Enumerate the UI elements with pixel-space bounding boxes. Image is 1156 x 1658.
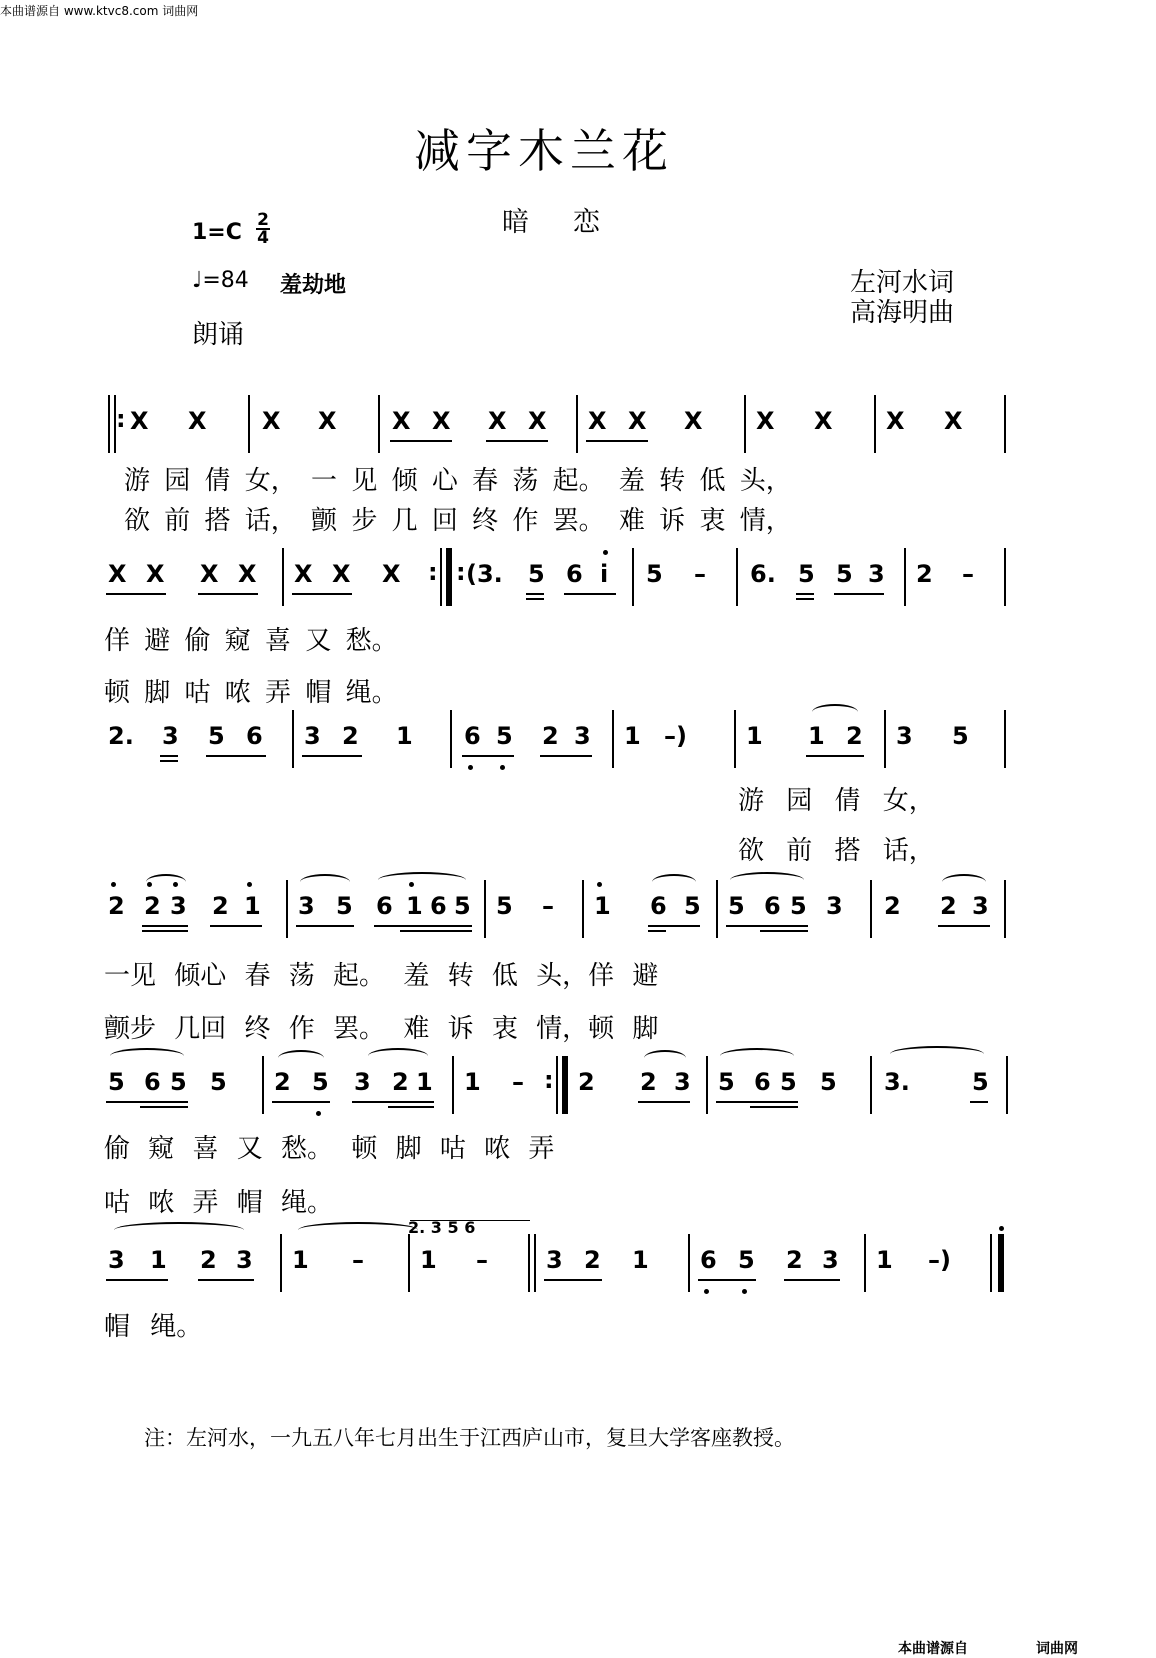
- notation-mark: [140, 1106, 188, 1108]
- notation-mark: [890, 1046, 984, 1062]
- lyricist: 左河水词: [850, 268, 955, 298]
- note: 6: [430, 892, 447, 920]
- notation-mark: [484, 880, 486, 938]
- notation-mark: [400, 930, 472, 932]
- notation-mark: [390, 440, 452, 442]
- lyrics-line-3-verse-1: 游 园 倩 女，: [738, 786, 935, 816]
- notation-mark: [970, 1101, 988, 1103]
- notation-mark: [352, 1101, 434, 1103]
- note: 6: [376, 892, 393, 920]
- score-line-5: [0, 1056, 1156, 1116]
- notation-mark: [526, 593, 544, 595]
- recite-marking: 朗诵: [192, 320, 245, 350]
- notation-mark: [586, 440, 648, 442]
- note: X: [756, 407, 775, 435]
- notation-mark: [198, 593, 258, 595]
- notation-mark: [272, 1101, 330, 1103]
- note: 2: [786, 1246, 803, 1274]
- note: 2: [144, 892, 161, 920]
- notation-mark: [612, 710, 614, 768]
- lyrics-line-5-verse-2: 咕 哝 弄 帽 绳。: [104, 1188, 334, 1218]
- notation-mark: [248, 395, 250, 453]
- note: 1: [808, 722, 825, 750]
- notation-mark: [603, 550, 608, 555]
- notation-mark: [648, 930, 666, 932]
- notation-mark: [378, 395, 380, 453]
- note: 5: [496, 892, 513, 920]
- tempo-marking: ♩=84: [192, 268, 249, 293]
- note: 6: [764, 892, 781, 920]
- notation-mark: [597, 882, 602, 887]
- notation-mark: [160, 760, 178, 762]
- expression-marking: 羞劫地: [280, 273, 347, 298]
- note: 3: [674, 1068, 691, 1096]
- note: 1: [624, 722, 641, 750]
- note: 5: [798, 560, 815, 588]
- notation-mark: [834, 593, 884, 595]
- notation-mark: [262, 1056, 264, 1114]
- note: 5: [170, 1068, 187, 1096]
- note: 3: [868, 560, 885, 588]
- notation-mark: [534, 1234, 536, 1292]
- notation-mark: [734, 710, 736, 768]
- notation-mark: [638, 1101, 690, 1103]
- notation-mark: [106, 1101, 188, 1103]
- notation-mark: [210, 925, 262, 927]
- note: (3.: [466, 560, 503, 588]
- notation-mark: [1004, 710, 1006, 768]
- notation-mark: [526, 598, 544, 600]
- notation-mark: [704, 1289, 709, 1294]
- note: X: [628, 407, 647, 435]
- score-line-1: [0, 395, 1156, 455]
- note: –): [664, 722, 687, 750]
- composer: 高海明曲: [850, 298, 955, 328]
- note: 2: [916, 560, 933, 588]
- notation-mark: [450, 710, 452, 768]
- note: –: [476, 1246, 488, 1274]
- notation-mark: [632, 548, 634, 606]
- notation-mark: [278, 1050, 324, 1066]
- notation-mark: [688, 1234, 690, 1292]
- note: X: [146, 560, 165, 588]
- notation-mark: [368, 1048, 428, 1064]
- notation-mark: [528, 1234, 530, 1292]
- song-title: 减字木兰花: [414, 124, 674, 178]
- note: –: [512, 1068, 524, 1096]
- note: X: [814, 407, 833, 435]
- note: 1: [244, 892, 261, 920]
- notation-mark: [556, 1056, 558, 1114]
- lyrics-line-6-verse-1: 帽 绳。: [104, 1312, 203, 1342]
- notation-mark: [999, 1226, 1004, 1231]
- notation-mark: [750, 1106, 798, 1108]
- note: 5: [972, 1068, 989, 1096]
- notation-mark: [247, 882, 252, 887]
- notation-mark: [106, 593, 166, 595]
- notation-mark: [884, 710, 886, 768]
- notation-mark: [812, 704, 858, 720]
- notation-mark: [874, 395, 876, 453]
- time-top: 2: [257, 210, 269, 230]
- notation-mark: [198, 1279, 254, 1281]
- note: 5: [496, 722, 513, 750]
- note: 3: [574, 722, 591, 750]
- note: 2: [884, 892, 901, 920]
- notation-mark: [142, 930, 188, 932]
- notation-mark: [648, 925, 700, 927]
- notation-mark: [452, 1056, 454, 1114]
- notation-mark: [446, 548, 452, 606]
- note: i: [600, 560, 609, 588]
- notation-mark: [316, 1111, 321, 1116]
- score-line-2: [0, 548, 1156, 608]
- notation-mark: [282, 548, 284, 606]
- note: 5: [790, 892, 807, 920]
- notation-mark: [206, 755, 266, 757]
- note: X: [944, 407, 963, 435]
- note: 6: [700, 1246, 717, 1274]
- notation-mark: [942, 874, 986, 890]
- note: 2: [200, 1246, 217, 1274]
- lyrics-line-1-verse-2: 欲 前 搭 话， 颤 步 几 回 终 作 罢。 难 诉 衷 情，: [124, 506, 792, 536]
- notation-mark: [652, 874, 696, 890]
- key-signature: 1=C: [192, 220, 242, 245]
- note: 5: [820, 1068, 837, 1096]
- note: X: [130, 407, 149, 435]
- notation-mark: [544, 1279, 602, 1281]
- note: –: [694, 560, 706, 588]
- note: 3: [236, 1246, 253, 1274]
- note: 5: [210, 1068, 227, 1096]
- note: X: [108, 560, 127, 588]
- notation-mark: [142, 925, 188, 927]
- footer-site: 词曲网: [1036, 1641, 1078, 1657]
- time-signature: [256, 212, 270, 246]
- footnote: 注：左河水，一九五八年七月出生于江西庐山市，复旦大学客座教授。: [144, 1426, 795, 1450]
- notation-mark: [292, 593, 352, 595]
- notation-mark: [582, 880, 584, 938]
- notation-mark: [564, 593, 616, 595]
- note: 2: [212, 892, 229, 920]
- note: 2: [542, 722, 559, 750]
- notation-mark: [576, 395, 578, 453]
- note: 3.: [884, 1068, 910, 1096]
- notation-mark: [106, 1279, 168, 1281]
- note: X: [262, 407, 281, 435]
- notation-mark: [440, 548, 442, 606]
- note: –: [962, 560, 974, 588]
- notation-mark: [378, 872, 466, 888]
- notation-mark: [870, 1056, 872, 1114]
- note: X: [200, 560, 219, 588]
- note: 1: [292, 1246, 309, 1274]
- note: 3: [972, 892, 989, 920]
- notation-mark: [644, 1050, 686, 1066]
- lyrics-line-4-verse-1: 一见 倾心 春 荡 起。 羞 转 低 头，佯 避: [104, 961, 659, 991]
- note: 6: [464, 722, 481, 750]
- note: 1: [876, 1246, 893, 1274]
- note: 3: [896, 722, 913, 750]
- notation-mark: [280, 1234, 282, 1292]
- note: 5: [208, 722, 225, 750]
- note: 5: [336, 892, 353, 920]
- note: 2: [584, 1246, 601, 1274]
- note: X: [684, 407, 703, 435]
- notation-mark: [990, 1234, 992, 1292]
- notation-mark: [760, 930, 808, 932]
- note: –: [542, 892, 554, 920]
- notation-mark: [500, 765, 505, 770]
- notation-mark: [1004, 880, 1006, 938]
- note: 3: [170, 892, 187, 920]
- lyrics-line-5-verse-1: 偷 窥 喜 又 愁。 顿 脚 咕 哝 弄: [104, 1134, 555, 1164]
- notation-mark: [864, 1234, 866, 1292]
- lyrics-line-1-verse-1: 游 园 倩 女， 一 见 倾 心 春 荡 起。 羞 转 低 头，: [124, 466, 792, 496]
- notation-mark: [388, 1106, 434, 1108]
- note: 1: [594, 892, 611, 920]
- note: 5: [108, 1068, 125, 1096]
- notation-mark: [706, 1056, 708, 1114]
- repeat-start-bar: [108, 395, 110, 453]
- lyrics-line-3-verse-2: 欲 前 搭 话，: [738, 836, 935, 866]
- score-line-6: [0, 1218, 1156, 1294]
- note: 2.: [108, 722, 134, 750]
- notation-mark: [806, 755, 864, 757]
- note: 2: [640, 1068, 657, 1096]
- note: 5: [312, 1068, 329, 1096]
- note: 2: [108, 892, 125, 920]
- note: 2: [392, 1068, 409, 1096]
- note: 5: [528, 560, 545, 588]
- note: 5: [646, 560, 663, 588]
- note: X: [188, 407, 207, 435]
- note: X: [332, 560, 351, 588]
- notation-mark: [298, 1222, 418, 1238]
- note: 1: [632, 1246, 649, 1274]
- repeat-start-dots: :: [456, 558, 466, 586]
- volta-bracket: 2. 3 5 6: [408, 1218, 476, 1237]
- note: 3: [162, 722, 179, 750]
- note: 2: [274, 1068, 291, 1096]
- notation-mark: [160, 755, 178, 757]
- note: 6: [144, 1068, 161, 1096]
- note: 1: [406, 892, 423, 920]
- repeat-dots: :: [116, 405, 126, 433]
- notation-mark: [408, 1234, 410, 1292]
- note: X: [382, 560, 401, 588]
- note: 5: [684, 892, 701, 920]
- notation-mark: [796, 593, 814, 595]
- note: X: [294, 560, 313, 588]
- note: X: [528, 407, 547, 435]
- notation-mark: [796, 598, 814, 600]
- note: 5: [780, 1068, 797, 1096]
- note: 1: [396, 722, 413, 750]
- note: 5: [738, 1246, 755, 1274]
- notation-mark: [114, 1222, 244, 1238]
- notation-mark: [938, 925, 990, 927]
- note: X: [392, 407, 411, 435]
- lyrics-line-2-verse-1: 佯 避 偷 窥 喜 又 愁。: [104, 626, 398, 656]
- note: 3: [822, 1246, 839, 1274]
- notation-mark: [720, 1048, 794, 1064]
- notation-mark: [292, 710, 294, 768]
- notation-mark: [716, 880, 718, 938]
- notation-mark: [870, 880, 872, 938]
- notation-mark: [742, 1289, 747, 1294]
- note: 5: [952, 722, 969, 750]
- notation-mark: [736, 548, 738, 606]
- notation-mark: [111, 882, 116, 887]
- notation-mark: [486, 440, 548, 442]
- note: –: [352, 1246, 364, 1274]
- lyrics-line-4-verse-2: 颤步 几回 终 作 罢。 难 诉 衷 情，顿 脚: [104, 1014, 659, 1044]
- time-bottom: 4: [257, 228, 269, 248]
- notation-mark: [904, 548, 906, 606]
- notation-mark: [302, 755, 362, 757]
- note: –): [928, 1246, 951, 1274]
- note: 1: [464, 1068, 481, 1096]
- notation-mark: [462, 755, 514, 757]
- notation-mark: [286, 880, 288, 938]
- note: 5: [454, 892, 471, 920]
- note: 3: [298, 892, 315, 920]
- note: 1: [416, 1068, 433, 1096]
- score-line-4: [0, 880, 1156, 940]
- notation-mark: [146, 874, 186, 890]
- notation-mark: [1004, 548, 1006, 606]
- note: X: [488, 407, 507, 435]
- notation-mark: [744, 395, 746, 453]
- notation-mark: [698, 1279, 756, 1281]
- note: X: [886, 407, 905, 435]
- note: 6: [754, 1068, 771, 1096]
- note: 2: [578, 1068, 595, 1096]
- notation-mark: [730, 872, 804, 888]
- note: 3: [304, 722, 321, 750]
- notation-mark: [1006, 1056, 1008, 1114]
- notation-mark: [468, 765, 473, 770]
- note: 1: [420, 1246, 437, 1274]
- notation-mark: [296, 925, 354, 927]
- footer-source: 本曲谱源自: [898, 1641, 968, 1657]
- notation-mark: [716, 1101, 798, 1103]
- note: 1: [746, 722, 763, 750]
- note: X: [318, 407, 337, 435]
- note: 2: [846, 722, 863, 750]
- notation-mark: [562, 1056, 568, 1114]
- note: 3: [826, 892, 843, 920]
- note: 3: [354, 1068, 371, 1096]
- note: 1: [150, 1246, 167, 1274]
- note: X: [588, 407, 607, 435]
- note: X: [238, 560, 257, 588]
- repeat-end-dots: :: [428, 558, 438, 586]
- notation-mark: [784, 1279, 840, 1281]
- notation-mark: [540, 755, 592, 757]
- notation-mark: [374, 925, 472, 927]
- notation-mark: [300, 874, 350, 890]
- song-subtitle: 暗恋: [502, 207, 644, 238]
- note: 6.: [750, 560, 776, 588]
- note: 2: [940, 892, 957, 920]
- note: 5: [728, 892, 745, 920]
- notation-mark: [726, 925, 808, 927]
- score-line-3: [0, 710, 1156, 770]
- note: 3: [108, 1246, 125, 1274]
- note: 6: [650, 892, 667, 920]
- note: 6: [246, 722, 263, 750]
- note: 5: [836, 560, 853, 588]
- note: 3: [546, 1246, 563, 1274]
- repeat-end-dots: :: [544, 1066, 554, 1094]
- note: 6: [566, 560, 583, 588]
- note: X: [432, 407, 451, 435]
- note: 2: [342, 722, 359, 750]
- notation-mark: [998, 1234, 1004, 1292]
- notation-mark: [1004, 395, 1006, 453]
- note: 5: [718, 1068, 735, 1096]
- notation-mark: [110, 1048, 184, 1064]
- lyrics-line-2-verse-2: 顿 脚 咕 哝 弄 帽 绳。: [104, 678, 398, 708]
- source-header: 本曲谱源自 www.ktvc8.com 词曲网: [0, 4, 199, 18]
